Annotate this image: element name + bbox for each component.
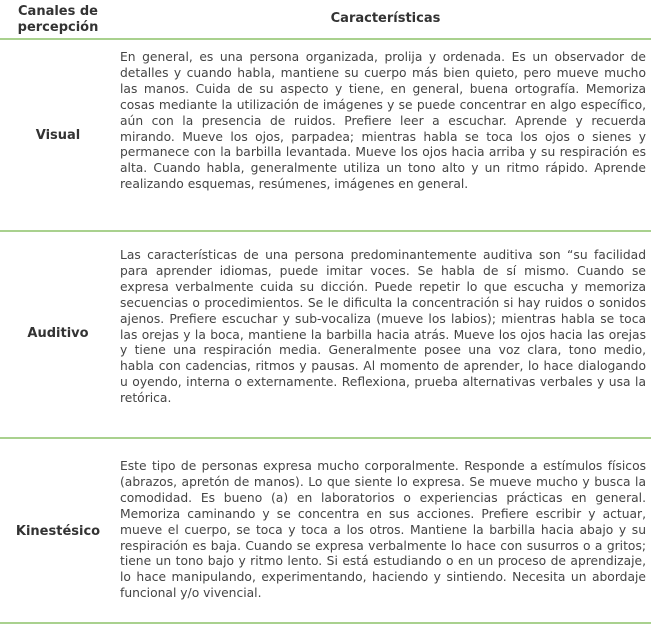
header-channels bbox=[8, 4, 108, 36]
table-row-auditivo bbox=[0, 232, 651, 437]
row-text-auditivo: Las características de una persona predominantemente auditiva son “su facilidad para aprender idiomas, puede imitar voces. Se habla de sí mismo. Cuando se expresa verbalmente cuida su dicción. Puede repetir lo que escucha y memoriza secuencias o procedimientos. Se le dificulta la concentración si hay ruidos o sonidos ajenos. Prefiere escuchar y sub-vocaliza (mueve los labios); mientras habla se toca las orejas y la boca, mantiene la barbilla hacia atrás. Mueve los ojos hacia las orejas y tiene una respiración media. Generalmente posee una voz clara, tono medio, habla con cadencias, ritmos y pausas. Al momento de aprender, lo hace dialogando u oyendo, interna o externamente. Reflexiona, prueba alternativas verbales y usa la retórica. bbox=[120, 248, 646, 406]
row-label-auditivo: Auditivo bbox=[27, 326, 89, 341]
row-label-visual: Visual bbox=[35, 128, 81, 143]
row-text-kinestesico: Este tipo de personas expresa mucho corporalmente. Responde a estímulos físicos (abrazos, apretón de manos). Lo que siente lo expresa. Se mueve mucho y busca la comodidad. Es bueno (a) en laboratorios o experiencias prácticas en general. Memoriza caminando y se concentra en sus acciones. Prefiere escribir y actuar, mueve el cuerpo, se toca y toca a los otros. Mantiene la barbilla hacia abajo y su respiración es baja. Cuando se expresa verbalmente lo hace con susurros o a gritos; tiene un tono bajo y ritmo lento. Si está estudiando o en un proceso de aprendizaje, lo hace manipulando, experimentando, haciendo y sintiendo. Necesita un abordaje funcional y/o vivencial. bbox=[120, 459, 646, 601]
header-channels-line2: percepción bbox=[17, 20, 99, 35]
table-row-kinestesico bbox=[0, 439, 651, 622]
header-characteristics: Características bbox=[330, 11, 441, 26]
table-header bbox=[0, 0, 651, 38]
table-row-visual bbox=[0, 40, 651, 230]
header-channels-line1: Canales de bbox=[18, 4, 98, 19]
row-divider-3 bbox=[0, 622, 651, 624]
row-label-kinestesico: Kinestésico bbox=[15, 524, 101, 539]
row-text-visual: En general, es una persona organizada, prolija y ordenada. Es un observador de detalles y cuando habla, mantiene su cuerpo más bien quieto, pero mueve mucho las manos. Cuida de su aspecto y tiene, en general, buena ortografía. Memoriza cosas mediante la utilización de imágenes y se puede concentrar en algo específico, aún con la presencia de ruidos. Prefiere leer a escuchar. Aprende y recuerda mirando. Mueve los ojos, parpadea; mientras habla se toca los ojos o sienes y permanece con la barbilla levantada. Mueve los ojos hacia arriba y su respiración es alta. Cuando habla, generalmente utiliza un tono alto y un ritmo rápido. Aprende realizando esquemas, resúmenes, imágenes en general. bbox=[120, 50, 646, 192]
